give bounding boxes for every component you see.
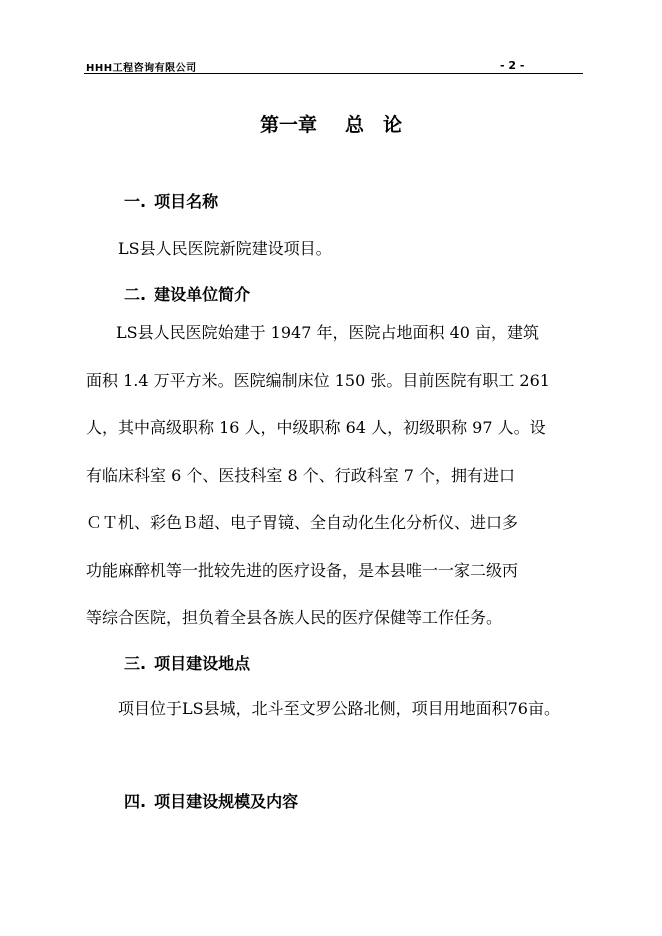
paragraph-line: 功能麻醉机等一批较先进的医疗设备，是本县唯一一家二级丙	[86, 560, 519, 580]
paragraph-line: LS县人民医院始建于 1947 年，医院占地面积 40 亩，建筑	[116, 323, 540, 342]
project-name-text: LS县人民医院新院建设项目。	[118, 239, 332, 258]
paragraph-line: ＣＴ机、彩色Ｂ超、电子胃镜、全自动化生化分析仪、进口多	[86, 513, 519, 532]
chapter-label: 第一章	[259, 114, 317, 136]
section-number: 二.	[124, 285, 147, 304]
location-text: 项目位于LS县城，北斗至文罗公路北侧，项目用地面积76亩。	[118, 699, 560, 718]
page-header-company: HHH工程咨询有限公司	[86, 63, 197, 74]
header-rule	[84, 73, 583, 74]
page-number: - 2 -	[500, 59, 525, 72]
unit-intro-paragraph	[86, 322, 586, 655]
section-heading-1	[124, 189, 218, 212]
paragraph-line: 面积 1.4 万平方米。医院编制床位 150 张。目前医院有职工 261	[86, 370, 550, 390]
section-title: 项目名称	[154, 192, 219, 211]
section-heading-3	[124, 651, 250, 674]
paragraph-line: 有临床科室 6 个、医技科室 8 个、行政科室 7 个，拥有进口	[86, 465, 516, 485]
section-number: 四.	[124, 792, 147, 811]
section-heading-4	[124, 789, 298, 812]
section-number: 一.	[124, 192, 147, 211]
section-heading-2	[124, 282, 250, 305]
paragraph-line: 人，其中高级职称 16 人，中级职称 64 人，初级职称 97 人。设	[86, 418, 546, 437]
paragraph-line: 等综合医院，担负着全县各族人民的医疗保健等工作任务。	[86, 608, 503, 627]
section-number: 三.	[124, 654, 147, 673]
chapter-title	[0, 110, 662, 137]
section-title: 项目建设规模及内容	[154, 792, 299, 811]
chapter-name: 总 论	[345, 114, 403, 136]
section-title: 项目建设地点	[154, 654, 251, 673]
section-title: 建设单位简介	[154, 285, 251, 304]
